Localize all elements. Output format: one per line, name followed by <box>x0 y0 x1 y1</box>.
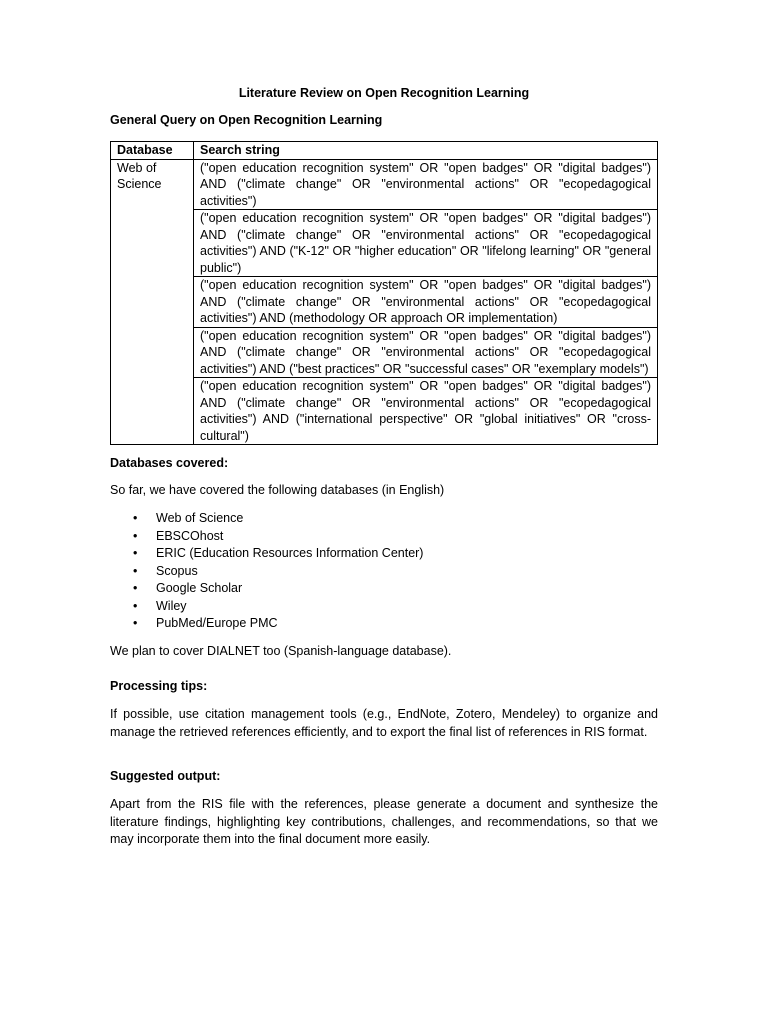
table-row <box>111 159 658 210</box>
databases-heading: Databases covered: <box>110 456 229 470</box>
list-item: • ERIC (Education Resources Information Center) <box>156 545 423 563</box>
list-item: • Google Scholar <box>156 580 423 598</box>
dialnet-plan: We plan to cover DIALNET too (Spanish-language database). <box>110 644 452 658</box>
databases-intro: So far, we have covered the following databases (in English) <box>110 483 445 497</box>
list-item: • Scopus <box>156 563 423 581</box>
list-item: • Web of Science <box>156 510 423 528</box>
query-cell: ("open education recognition system" OR "open badges" OR "digital badges") AND ("climate change" OR "environmental actions" OR "ecopedagogical activities") AND ("international perspective" OR "global initiatives" OR "cross-cultural") <box>194 378 658 445</box>
header-search-string: Search string <box>194 142 658 160</box>
processing-text: If possible, use citation management tools (e.g., EndNote, Zotero, Mendeley) to organize and manage the retrieved references efficiently, and to export the final list of references in RIS format. <box>110 707 658 739</box>
query-cell: ("open education recognition system" OR "open badges" OR "digital badges") AND ("climate change" OR "environmental actions" OR "ecopedagogical activities") AND ("best practices" OR "successful cases" OR "exemplary models") <box>194 327 658 378</box>
query-cell: ("open education recognition system" OR "open badges" OR "digital badges") AND ("climate change" OR "environmental actions" OR "ecopedagogical activities") AND (methodology OR approach OR implementation) <box>194 277 658 328</box>
database-list <box>110 510 423 633</box>
table-row <box>111 210 658 277</box>
query-cell: ("open education recognition system" OR "open badges" OR "digital badges") AND ("climate change" OR "environmental actions" OR "ecopedagogical activities") AND ("K-12" OR "higher education" OR "lifelong learning" OR "general public") <box>194 210 658 277</box>
table-row <box>111 277 658 328</box>
database-cell: Web of Science <box>111 159 194 445</box>
table-row <box>111 327 658 378</box>
output-heading: Suggested output: <box>110 769 221 783</box>
processing-body <box>110 706 658 741</box>
header-database: Database <box>111 142 194 160</box>
output-text: Apart from the RIS file with the references, please generate a document and synthesize the literature findings, highlighting key contributions, challenges, and recommendations, so that we may incorporate them into the final document more easily. <box>110 797 658 846</box>
document-title: Literature Review on Open Recognition Learning <box>238 86 530 100</box>
query-cell: ("open education recognition system" OR "open badges" OR "digital badges") AND ("climate change" OR "environmental actions" OR "ecopedagogical activities") <box>194 159 658 210</box>
query-subtitle: General Query on Open Recognition Learning <box>110 113 383 127</box>
table-header-row <box>111 142 658 160</box>
output-body <box>110 796 658 849</box>
search-table <box>110 141 658 445</box>
list-item: • EBSCOhost <box>156 528 423 546</box>
list-item: • Wiley <box>156 598 423 616</box>
table-row <box>111 378 658 445</box>
list-item: • PubMed/Europe PMC <box>156 615 423 633</box>
processing-heading: Processing tips: <box>110 679 208 693</box>
